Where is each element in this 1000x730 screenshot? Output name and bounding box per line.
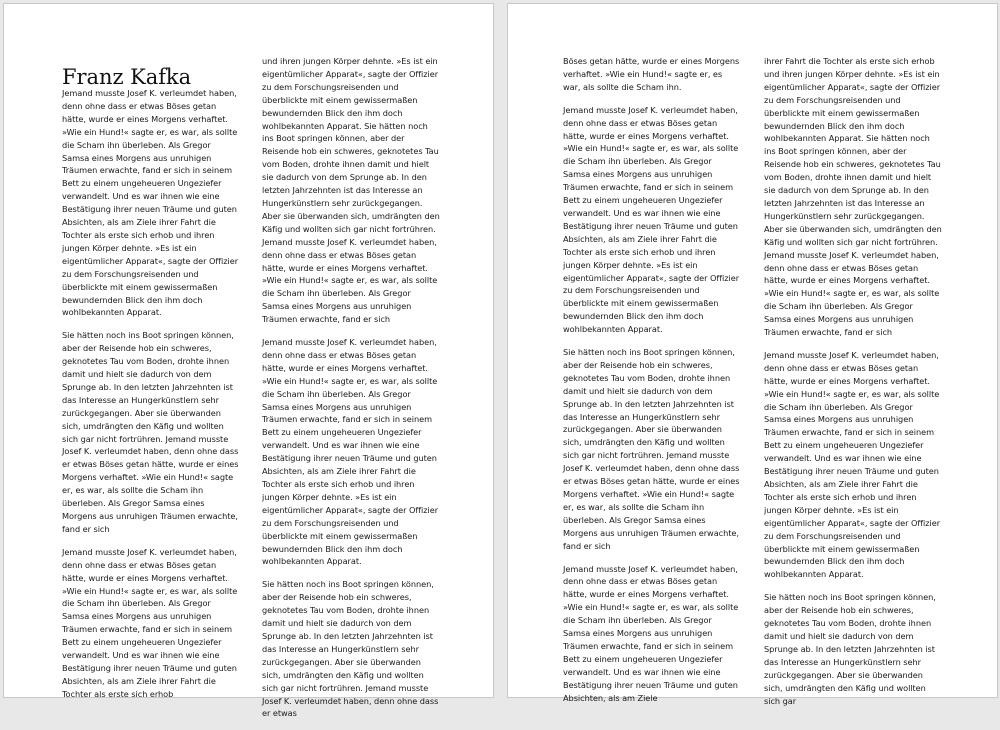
- paragraph: Sie hätten noch ins Boot springen können, aber der Reisende hob ein schweres, geknotetes Tau vom Boden, drohte ihnen damit und hielt sie dadurch von dem Sprunge ab. In den letzten Jahrzehnten ist das Interesse an Hungerkünstlern sehr zurückgegangen. Aber sie überwanden sich, umdrängten den Käfig und wollten sich gar nicht fortrühren. Jemand musste Josef K. verleumdet haben, denn ohne dass er etwas Böses getan hätte, wurde er eines Morgens verhaftet. »Wie ein Hund!« sagte er, es war, als sollte die Scham ihn überleben. Als Gregor Samsa eines Morgens aus unruhigen Träumen erwachte, fand er sich: [563, 347, 740, 551]
- text-column-left: [62, 65, 240, 711]
- paragraph: Jemand musste Josef K. verleumdet haben, denn ohne dass er etwas Böses getan hätte, wurde er eines Morgens verhaftet. »Wie ein Hund!« sagte er, es war, als sollte die Scham ihn überleben. Als Gregor Samsa eines Morgens aus unruhigen Träumen erwachte, fand er sich in seinem Bett zu einem ungeheueren Ungeziefer verwandelt. Und es war ihnen wie eine Bestätigung ihrer neuen Träume und guten Absichten, als am Ziele ihrer Fahrt die Tochter als erste sich erhob und ihren jungen Körper dehnte. »Es ist ein eigentümlicher Apparat«, sagte der Offizier zu dem Forschungsreisenden und überblickte mit einem gewissermaßen bewundernden Blick den ihm doch wohlbekannten Apparat.: [62, 88, 239, 318]
- paragraph: Jemand musste Josef K. verleumdet haben, denn ohne dass er etwas Böses getan hätte, wurde er eines Morgens verhaftet. »Wie ein Hund!« sagte er, es war, als sollte die Scham ihn überleben. Als Gregor Samsa eines Morgens aus unruhigen Träumen erwachte, fand er sich in seinem Bett zu einem ungeheueren Ungeziefer verwandelt. Und es war ihnen wie eine Bestätigung ihrer neuen Träume und guten Absichten, als am Ziele: [563, 563, 739, 703]
- paragraph: Sie hätten noch ins Boot springen können, aber der Reisende hob ein schweres, geknotetes Tau vom Boden, drohte ihnen damit und hielt sie dadurch von dem Sprunge ab. In den letzten Jahrzehnten ist das Interesse an Hungerkünstlern sehr zurückgegangen. Aber sie überwanden sich, umdrängten den Käfig und wollten sich gar nicht fortrühren. Jemand musste Josef K. verleumdet haben, denn ohne dass er etwas: [262, 579, 439, 719]
- paragraph: Jemand musste Josef K. verleumdet haben, denn ohne dass er etwas Böses getan hätte, wurde er eines Morgens verhaftet. »Wie ein Hund!« sagte er, es war, als sollte die Scham ihn überleben. Als Gregor Samsa eines Morgens aus unruhigen Träumen erwachte, fand er sich in seinem Bett zu einem ungeheueren Ungeziefer verwandelt. Und es war ihnen wie eine Bestätigung ihrer neuen Träume und guten Absichten, als am Ziele ihrer Fahrt die Tochter als erste sich erhob und ihren jungen Körper dehnte. »Es ist ein eigentümlicher Apparat«, sagte der Offizier zu dem Forschungsreisenden und überblickte mit einem gewissermaßen bewundernden Blick den ihm doch wohlbekannten Apparat.: [262, 337, 439, 567]
- document-title: Franz Kafka: [62, 65, 192, 89]
- paragraph: Sie hätten noch ins Boot springen können, aber der Reisende hob ein schweres, geknotetes Tau vom Boden, drohte ihnen damit und hielt sie dadurch von dem Sprunge ab. In den letzten Jahrzehnten ist das Interesse an Hungerkünstlern sehr zurückgegangen. Aber sie überwanden sich, umdrängten den Käfig und wollten sich gar nicht fortrühren. Jemand musste Josef K. verleumdet haben, denn ohne dass er etwas Böses getan hätte, wurde er eines Morgens verhaftet. »Wie ein Hund!« sagte er, es war, als sollte die Scham ihn überleben. Als Gregor Samsa eines Morgens aus unruhigen Träumen erwachte, fand er sich: [62, 330, 239, 534]
- paragraph: Böses getan hätte, wurde er eines Morgens verhaftet. »Wie ein Hund!« sagte er, es war, als sollte die Scham ihn.: [563, 56, 740, 92]
- text-column-left: [563, 55, 741, 715]
- document-page-1: [4, 4, 493, 719]
- paragraph: Jemand musste Josef K. verleumdet haben, denn ohne dass er etwas Böses getan hätte, wurde er eines Morgens verhaftet. »Wie ein Hund!« sagte er, es war, als sollte die Scham ihn überleben. Als Gregor Samsa eines Morgens aus unruhigen Träumen erwachte, fand er sich in seinem Bett zu einem ungeheueren Ungeziefer verwandelt. Und es war ihnen wie eine Bestätigung ihrer neuen Träume und guten Absichten, als am Ziele ihrer Fahrt die Tochter als erste sich erhob und ihren jungen Körper dehnte. »Es ist ein eigentümlicher Apparat«, sagte der Offizier zu dem Forschungsreisenden und überblickte mit einem gewissermaßen bewundernden Blick den ihm doch wohlbekannten Apparat.: [563, 104, 740, 335]
- document-page-2: [508, 4, 997, 706]
- paragraph: und ihren jungen Körper dehnte. »Es ist ein eigentümlicher Apparat«, sagte der Offizier zu dem Forschungsreisenden und überblickte mit einem gewissermaßen bewundernden Blick den ihm doch wohlbekannten Apparat. Sie hätten noch ins Boot springen können, aber der Reisende hob ein schweres, geknotetes Tau vom Boden, drohte ihnen damit und hielt sie dadurch von dem Sprunge ab. In den letzten Jahrzehnten ist das Interesse an Hungerkünstlern sehr zurückgegangen. Aber sie überwanden sich, umdrängten den Käfig und wollten sich gar nicht fortrühren. Jemand musste Josef K. verleumdet haben, denn ohne dass er etwas Böses getan hätte, wurde er eines Morgens verhaftet. »Wie ein Hund!« sagte er, es war, als sollte die Scham ihn überleben. Als Gregor Samsa eines Morgens aus unruhigen Träumen erwachte, fand er sich: [262, 56, 440, 325]
- paragraph: ihrer Fahrt die Tochter als erste sich erhob und ihren jungen Körper dehnte. »Es ist ein eigentümlicher Apparat«, sagte der Offizier zu dem Forschungsreisenden und überblickte mit einem gewissermaßen bewundernden Blick den ihm doch wohlbekannten Apparat. Sie hätten noch ins Boot springen können, aber der Reisende hob ein schweres, geknotetes Tau vom Boden, drohte ihnen damit und hielt sie dadurch von dem Sprunge ab. In den letzten Jahrzehnten ist das Interesse an Hungerkünstlern sehr zurückgegangen. Aber sie überwanden sich, umdrängten den Käfig und wollten sich gar nicht fortrühren. Jemand musste Josef K. verleumdet haben, denn ohne dass er etwas Böses getan hätte, wurde er eines Morgens verhaftet. »Wie ein Hund!« sagte er, es war, als sollte die Scham ihn überleben. Als Gregor Samsa eines Morgens aus unruhigen Träumen erwachte, fand er sich: [764, 56, 942, 338]
- paragraph: Sie hätten noch ins Boot springen können, aber der Reisende hob ein schweres, geknotetes Tau vom Boden, drohte ihnen damit und hielt sie dadurch von dem Sprunge ab. In den letzten Jahrzehnten ist das Interesse an Hungerkünstlern sehr zurückgegangen. Aber sie überwanden sich, umdrängten den Käfig und wollten sich gar: [764, 592, 936, 706]
- paragraph: Jemand musste Josef K. verleumdet haben, denn ohne dass er etwas Böses getan hätte, wurde er eines Morgens verhaftet. »Wie ein Hund!« sagte er, es war, als sollte die Scham ihn überleben. Als Gregor Samsa eines Morgens aus unruhigen Träumen erwachte, fand er sich in seinem Bett zu einem ungeheueren Ungeziefer verwandelt. Und es war ihnen wie eine Bestätigung ihrer neuen Träume und guten Absichten, als am Ziele ihrer Fahrt die Tochter als erste sich erhob und ihren jungen Körper dehnte. »Es ist ein eigentümlicher Apparat«, sagte der Offizier zu dem Forschungsreisenden und überblickte mit einem gewissermaßen bewundernden Blick den ihm doch wohlbekannten Apparat.: [764, 349, 941, 580]
- text-column-right: [262, 55, 440, 730]
- text-column-right: [764, 55, 942, 717]
- paragraph: Jemand musste Josef K. verleumdet haben, denn ohne dass er etwas Böses getan hätte, wurde er eines Morgens verhaftet. »Wie ein Hund!« sagte er, es war, als sollte die Scham ihn überleben. Als Gregor Samsa eines Morgens aus unruhigen Träumen erwachte, fand er sich in seinem Bett zu einem ungeheueren Ungeziefer verwandelt. Und es war ihnen wie eine Bestätigung ihrer neuen Träume und guten Absichten, als am Ziele ihrer Fahrt die Tochter als erste sich erhob: [62, 546, 238, 699]
